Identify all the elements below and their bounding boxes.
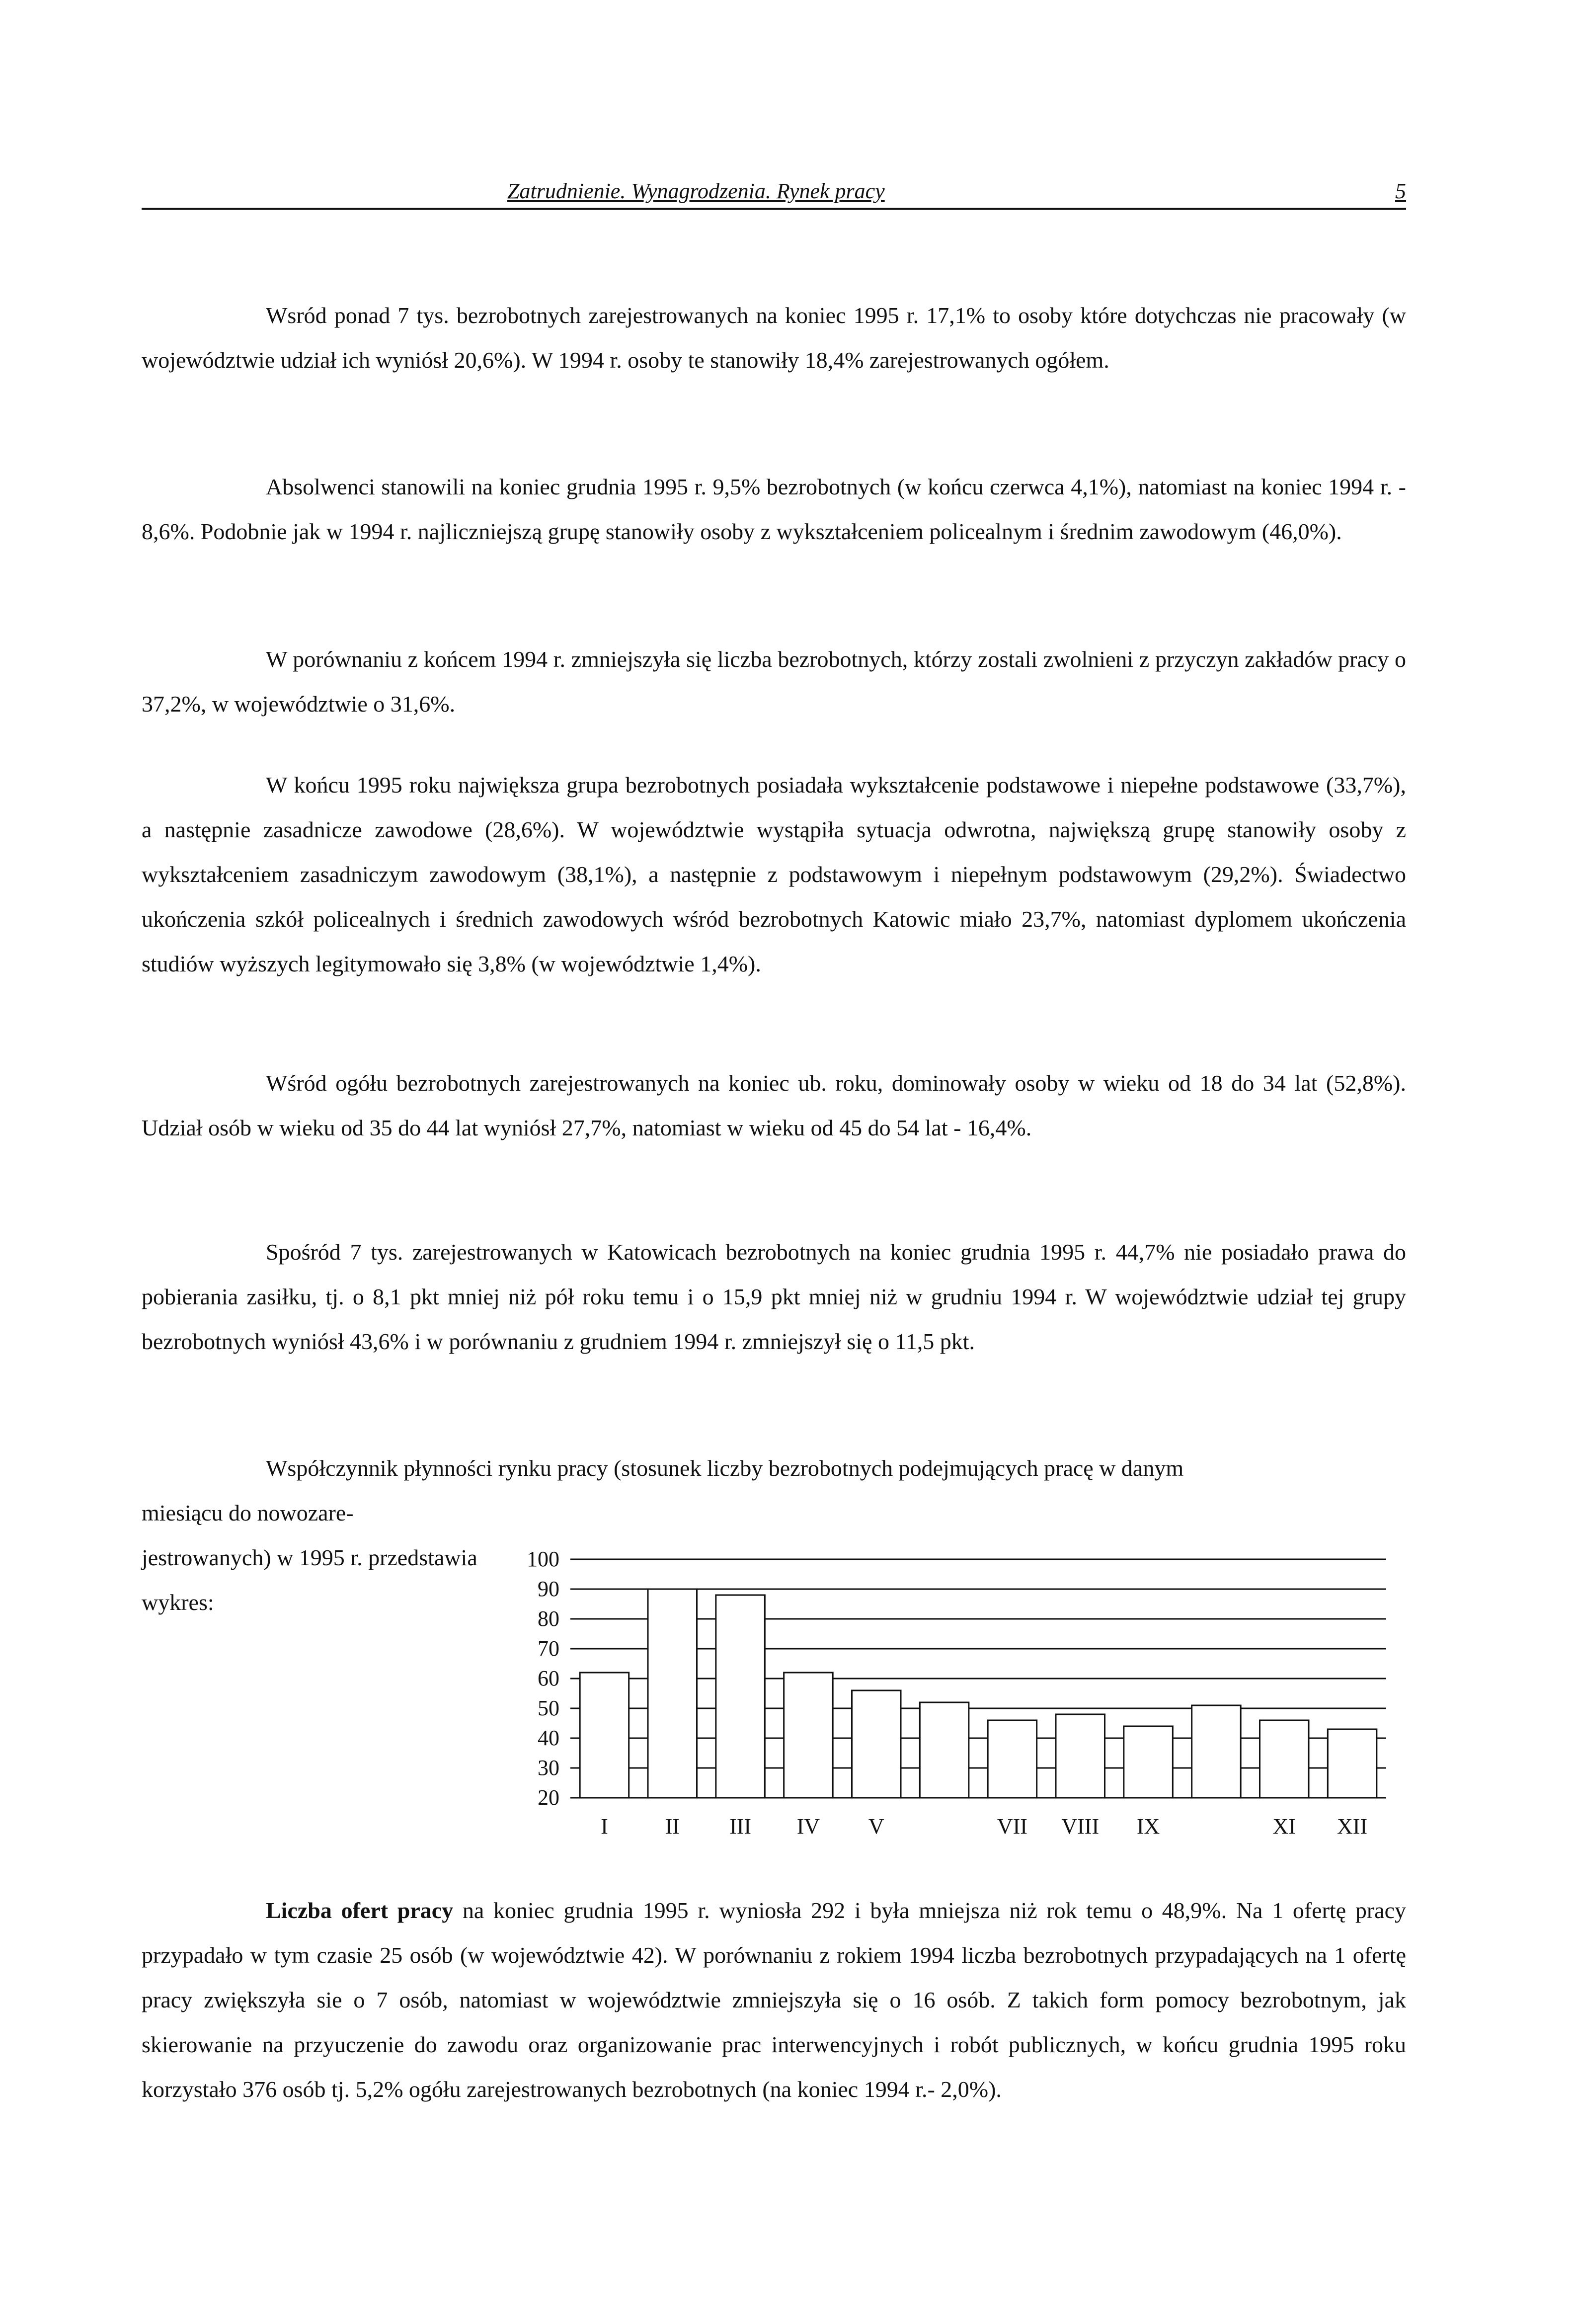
bar-I bbox=[580, 1673, 629, 1798]
paragraph-age-groups: Wśród ogółu bezrobotnych zarejestrowanych na koniec ub. roku, dominowały osoby w wieku od 18 do 34 lat (52,8%). Udział osób w wieku od 35 do 44 lat wyniósł 27,7%, natomiast w wieku od 45 do 54 lat - 16,4%. bbox=[142, 1070, 1406, 1140]
page-header bbox=[142, 175, 1406, 210]
bar-IV bbox=[784, 1673, 833, 1798]
paragraph-unemployed-never-worked: Wsród ponad 7 tys. bezrobotnych zarejestrowanych na koniec 1995 r. 17,1% to osoby które dotychczas nie pracowały (w województwie udział ich wyniósł 20,6%). W 1994 r. osoby te stanowiły 18,4% zarejestrowanych ogółem. bbox=[142, 303, 1406, 373]
paragraph-benefits: Spośród 7 tys. zarejestrowanych w Katowicach bezrobotnych na koniec grudnia 1995 r. 44,7% nie posiadało prawa do pobierania zasiłku, tj. o 8,1 pkt mniej niż pół roku temu i o 15,9 pkt mniej niż w grudniu 1994 r. W województwie udział tej grupy bezrobotnych wyniósł 43,6% i w porównaniu z grudniem 1994 r. zmniejszył się o 11,5 pkt. bbox=[142, 1239, 1406, 1354]
paragraph-graduates: Absolwenci stanowili na koniec grudnia 1995 r. 9,5% bezrobotnych (w końcu czerwca 4,1%), natomiast na koniec 1994 r. - 8,6%. Podobnie jak w 1994 r. najliczniejszą grupę stanowiły osoby z wykształceniem policealnym i średnim zawodowym (46,0%). bbox=[142, 474, 1406, 544]
x-tick-label: VIII bbox=[1061, 1814, 1100, 1839]
x-tick-label: XII bbox=[1337, 1814, 1368, 1839]
bar-III bbox=[716, 1595, 765, 1798]
bar-II bbox=[648, 1589, 697, 1798]
page-number: 5 bbox=[1395, 179, 1406, 203]
x-tick-label: IV bbox=[796, 1814, 820, 1839]
x-tick-label: VII bbox=[997, 1814, 1027, 1839]
y-tick-label: 30 bbox=[538, 1756, 559, 1780]
x-tick-label: XI bbox=[1272, 1814, 1296, 1839]
paragraph-job-offers bbox=[142, 1888, 1406, 2112]
y-tick-label: 70 bbox=[538, 1636, 559, 1661]
y-tick-label: 80 bbox=[538, 1606, 559, 1631]
chart-intro-line1: Współczynnik płynności rynku pracy (stosunek liczby bezrobotnych podejmujących pracę w danym bbox=[266, 1455, 1184, 1481]
y-tick-label: 100 bbox=[527, 1547, 559, 1571]
x-tick-label: V bbox=[868, 1814, 884, 1839]
running-title: Zatrudnienie. Wynagrodzenia. Rynek pracy bbox=[507, 179, 885, 203]
bar-XII bbox=[1328, 1729, 1377, 1798]
labor-market-fluidity-chart bbox=[497, 1535, 1401, 1853]
x-tick-label: I bbox=[601, 1814, 608, 1839]
x-tick-label: III bbox=[729, 1814, 752, 1839]
bar-V bbox=[852, 1690, 901, 1798]
chart-intro-rest: miesiącu do nowozare-jestrowanych) w 1995 r. przedstawia wykres: bbox=[142, 1500, 477, 1615]
y-tick-label: 90 bbox=[538, 1577, 559, 1601]
job-offers-lead: Liczba ofert pracy bbox=[266, 1898, 454, 1923]
x-tick-label: IX bbox=[1136, 1814, 1160, 1839]
paragraph-education: W końcu 1995 roku największa grupa bezrobotnych posiadała wykształcenie podstawowe i niepełne podstawowe (33,7%), a następnie zasadnicze zawodowe (28,6%). W województwie wystąpiła sytuacja odwrotna, największą grupę stanowiły osoby z wykształceniem zasadniczym zawodowym (38,1%), a następnie z podstawowym i niepełnym podstawowym (29,2%). Świadectwo ukończenia szkół policealnych i średnich zawodowych wśród bezrobotnych Katowic miało 23,7%, natomiast dyplomem ukończenia studiów wyższych legitymowało się 3,8% (w województwie 1,4%). bbox=[142, 772, 1406, 976]
bar-XI bbox=[1259, 1720, 1309, 1798]
y-tick-label: 50 bbox=[538, 1696, 559, 1720]
y-tick-label: 20 bbox=[538, 1785, 559, 1810]
bar-VI bbox=[920, 1702, 969, 1798]
paragraph-dismissals: W porównaniu z końcem 1994 r. zmniejszyła się liczba bezrobotnych, którzy zostali zwolnieni z przyczyn zakładów pracy o 37,2%, w województwie o 31,6%. bbox=[142, 646, 1406, 717]
job-offers-text: na koniec grudnia 1995 r. wyniosła 292 i była mniejsza niż rok temu o 48,9%. Na 1 ofertę pracy przypadało w tym czasie 25 osób (w województwie 42). W porównaniu z rokiem 1994 liczba bezrobotnych przypadających na 1 ofertę pracy zwiększyła sie o 7 osób, natomiast w województwie zmniejszyła się o 16 osób. Z takich form pomocy bezrobotnym, jak skierowanie na przyuczenie do zawodu oraz organizowanie prac interwencyjnych i robót publicznych, w końcu grudnia 1995 roku korzystało 376 osób tj. 5,2% ogółu zarejestrowanych bezrobotnych (na koniec 1994 r.- 2,0%). bbox=[142, 1898, 1406, 2102]
x-tick-label: II bbox=[665, 1814, 680, 1839]
bar-X bbox=[1192, 1705, 1241, 1798]
bar-VII bbox=[988, 1720, 1037, 1798]
y-tick-label: 40 bbox=[538, 1726, 559, 1750]
y-tick-label: 60 bbox=[538, 1666, 559, 1690]
bar-VIII bbox=[1056, 1714, 1105, 1798]
bar-IX bbox=[1124, 1726, 1173, 1798]
